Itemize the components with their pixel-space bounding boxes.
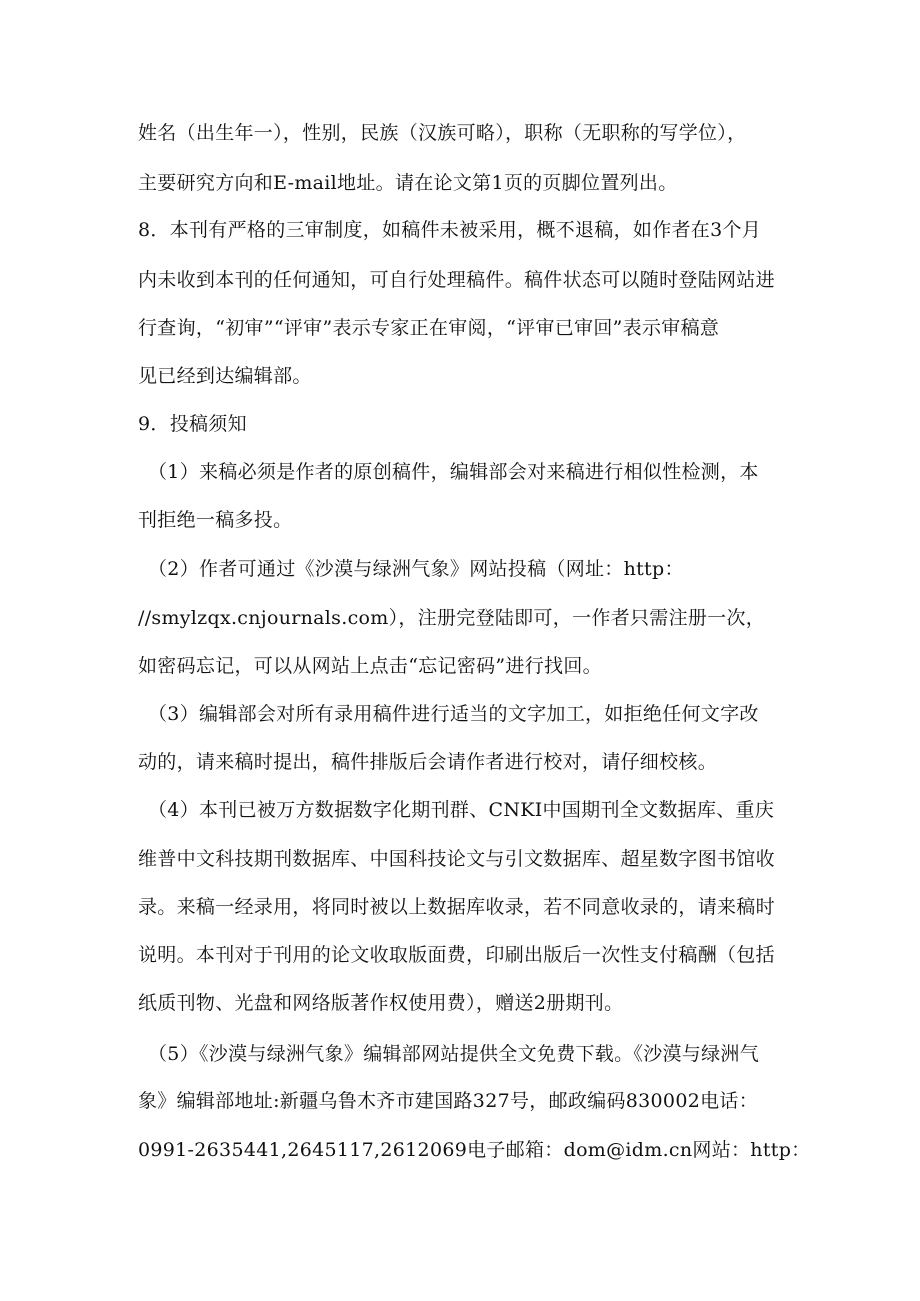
text-line-21: 象》编辑部地址:新疆乌鲁木齐市建国路327号，邮政编码830002电话： bbox=[138, 1090, 758, 1112]
text-line-10: （2）作者可通过《沙漠与绿洲气象》网站投稿（网址：http： bbox=[148, 558, 684, 580]
text-line-2: 主要研究方向和E-mail地址。请在论文第1页的页脚位置列出。 bbox=[138, 172, 678, 194]
text-line-9: 刊拒绝一稿多投。 bbox=[138, 509, 293, 531]
text-line-22: 0991-2635441,2645117,2612069电子邮箱：dom@idm.cn网站：http： bbox=[138, 1139, 811, 1161]
text-line-1: 姓名（出生年一），性别，民族（汉族可略），职称（无职称的写学位）， bbox=[138, 122, 747, 144]
text-line-12: 如密码忘记，可以从网站上点击“忘记密码”进行找回。 bbox=[138, 655, 602, 677]
text-line-17: 录。来稿一经录用，将同时被以上数据库收录，若不同意收录的，请来稿时 bbox=[138, 896, 775, 918]
text-line-20: （5）《沙漠与绿洲气象》编辑部网站提供全文免费下载。《沙漠与绿洲气 bbox=[148, 1043, 759, 1065]
text-line-3: 8．本刊有严格的三审制度，如稿件未被采用，概不退稿，如作者在3个月 bbox=[138, 219, 762, 241]
section-heading-9: 9．投稿须知 bbox=[138, 413, 247, 435]
text-line-11: //smylzqx.cnjournals.com），注册完登陆即可，一作者只需注册一次， bbox=[138, 607, 766, 629]
text-line-16: 维普中文科技期刊数据库、中国科技论文与引文数据库、超星数字图书馆收 bbox=[138, 848, 775, 870]
text-line-8: （1）来稿必须是作者的原创稿件，编辑部会对来稿进行相似性检测，本 bbox=[148, 461, 759, 483]
text-line-13: （3）编辑部会对所有录用稿件进行适当的文字加工，如拒绝任何文字改 bbox=[148, 703, 759, 725]
text-line-14: 动的，请来稿时提出，稿件排版后会请作者进行校对，请仔细校核。 bbox=[138, 751, 718, 773]
text-line-4: 内未收到本刊的任何通知，可自行处理稿件。稿件状态可以随时登陆网站进 bbox=[138, 269, 775, 291]
text-line-6: 见已经到达编辑部。 bbox=[138, 365, 312, 387]
text-line-18: 说明。本刊对于刊用的论文收取版面费，印刷出版后一次性支付稿酬（包括 bbox=[138, 944, 775, 966]
text-line-19: 纸质刊物、光盘和网络版著作权使用费），赠送2册期刊。 bbox=[138, 992, 624, 1014]
text-line-5: 行查询，“初审”“评审”表示专家正在审阅，“评审已审回”表示审稿意 bbox=[138, 317, 720, 339]
text-line-15: （4）本刊已被万方数据数字化期刊群、CNKI中国期刊全文数据库、重庆 bbox=[148, 799, 775, 821]
